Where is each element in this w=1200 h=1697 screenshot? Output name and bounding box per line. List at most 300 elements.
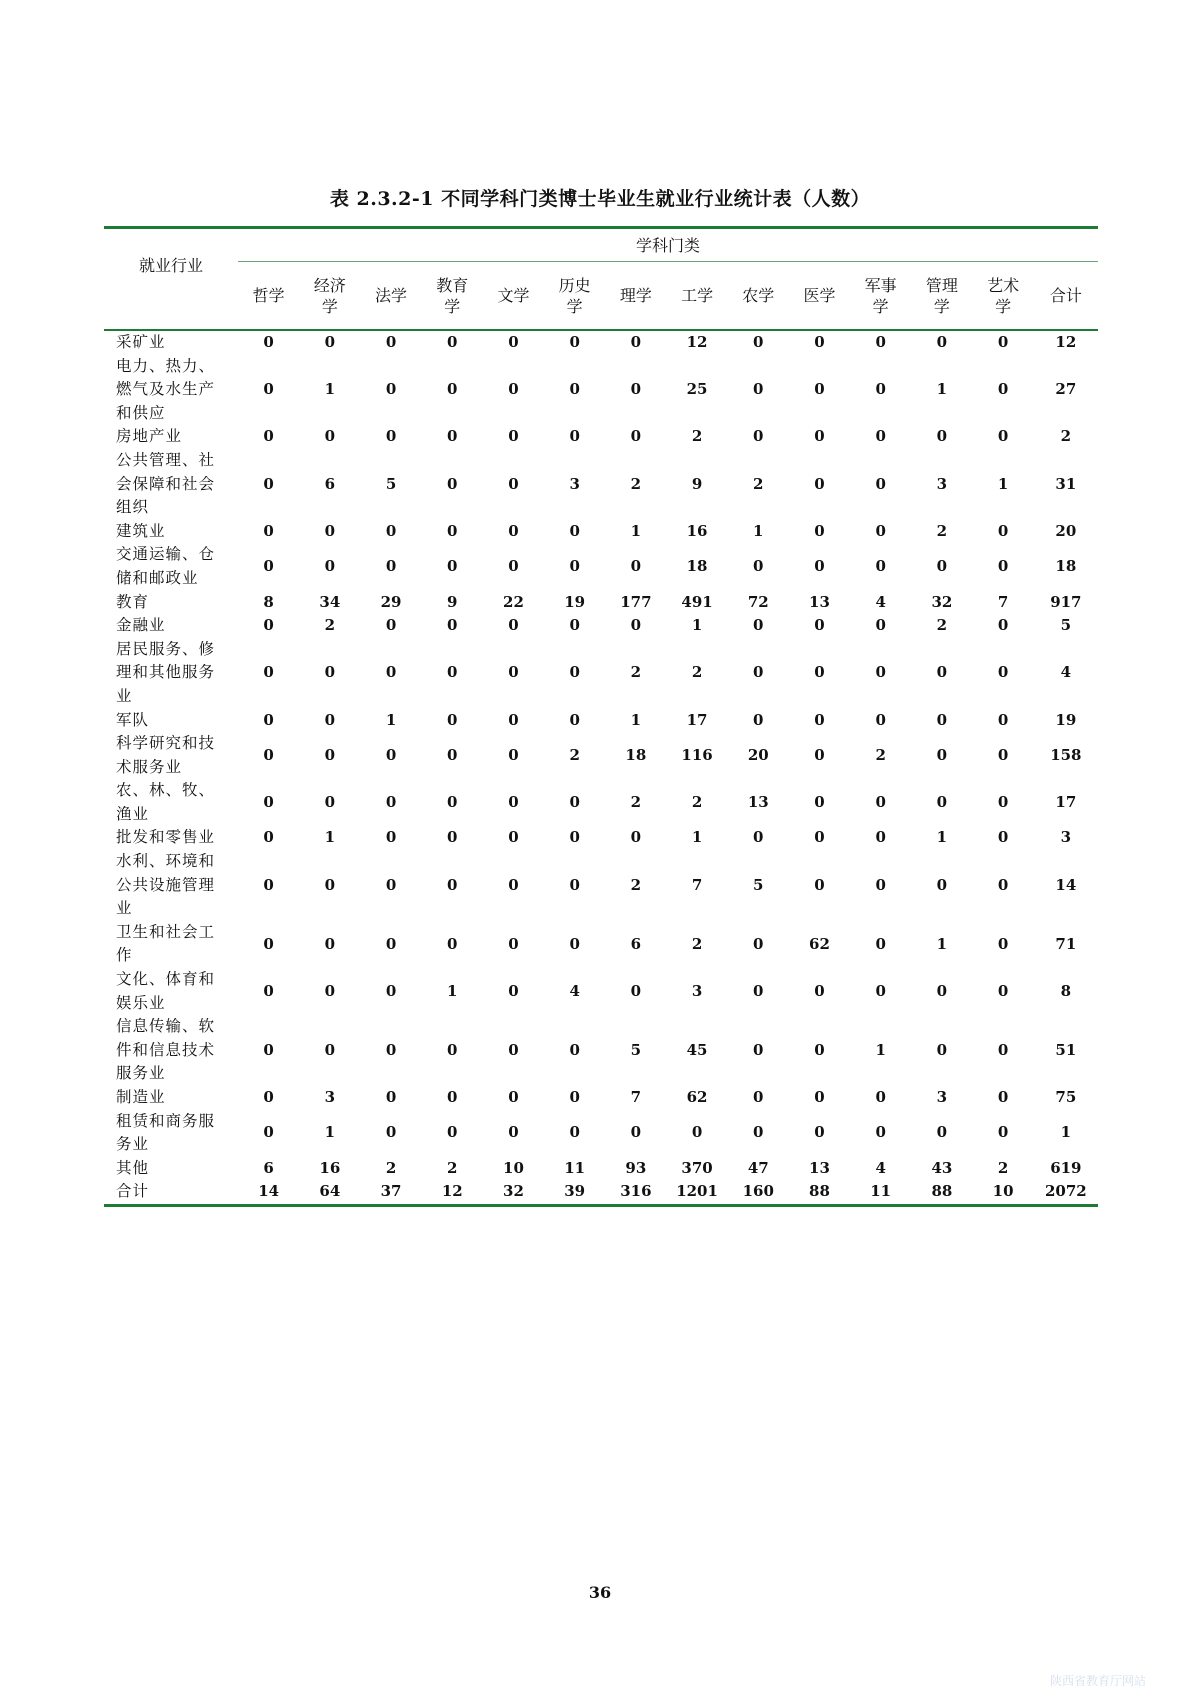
table-row	[104, 1110, 1098, 1157]
industry-name-cell: 教育	[116, 592, 150, 611]
value-cell: 0	[814, 521, 825, 540]
value-cell: 0	[630, 981, 642, 1000]
value-cell: 158	[1050, 745, 1082, 764]
table-row	[104, 355, 1098, 426]
value-cell: 9	[691, 474, 703, 493]
value-cell: 0	[324, 710, 336, 729]
value-cell: 0	[385, 380, 397, 399]
industry-name-cell: 公共管理、社 会保障和社会 组织	[116, 450, 216, 517]
table-row	[104, 614, 1098, 638]
discipline-column-header: 经济 学	[299, 262, 360, 330]
value-cell: 1	[324, 380, 336, 399]
value-cell: 0	[936, 793, 948, 812]
value-cell: 64	[299, 1180, 360, 1205]
industry-name-cell: 金融业	[116, 616, 166, 635]
industry-column-header: 就业行业	[104, 228, 238, 331]
value-cell: 0	[263, 663, 274, 682]
value-cell: 0	[385, 745, 397, 764]
value-cell: 0	[814, 557, 825, 576]
value-cell: 0	[814, 793, 825, 812]
value-cell: 0	[814, 427, 825, 446]
value-cell: 0	[630, 380, 642, 399]
value-cell: 0	[447, 793, 458, 812]
value-cell: 0	[508, 474, 519, 493]
value-cell: 2	[630, 663, 642, 682]
value-cell: 5	[1060, 616, 1072, 635]
table-title: 表 2.3.2-1 不同学科门类博士毕业生就业行业统计表（人数）	[329, 188, 871, 210]
table-row	[104, 1086, 1098, 1110]
value-cell: 0	[447, 828, 458, 847]
value-cell: 13	[747, 793, 769, 812]
value-cell: 0	[508, 1040, 519, 1059]
value-cell: 0	[753, 380, 764, 399]
value-cell: 2	[936, 616, 948, 635]
value-cell: 0	[997, 616, 1009, 635]
value-cell: 4	[1060, 663, 1072, 682]
discipline-column-header: 历史 学	[544, 262, 605, 330]
value-cell: 0	[569, 427, 580, 446]
value-cell: 1	[936, 934, 948, 953]
industry-name-cell: 房地产业	[116, 427, 183, 446]
value-cell: 0	[814, 745, 825, 764]
value-cell: 1	[997, 474, 1009, 493]
value-cell: 0	[263, 474, 274, 493]
value-cell: 0	[447, 380, 458, 399]
value-cell: 0	[447, 474, 458, 493]
value-cell: 0	[875, 828, 886, 847]
table-row	[104, 330, 1098, 355]
value-cell: 5	[630, 1040, 642, 1059]
value-cell: 0	[263, 557, 274, 576]
discipline-column-header: 教育 学	[422, 262, 483, 330]
value-cell: 2072	[1034, 1180, 1098, 1205]
industry-name-cell: 水利、环境和 公共设施管理 业	[116, 852, 216, 918]
discipline-column-header: 管理 学	[911, 262, 972, 330]
value-cell: 2	[630, 875, 642, 894]
value-cell: 12	[422, 1180, 483, 1205]
value-cell: 0	[997, 663, 1009, 682]
value-cell: 0	[997, 934, 1009, 953]
value-cell: 0	[447, 1040, 458, 1059]
industry-name-cell: 交通运输、仓 储和邮政业	[116, 545, 216, 587]
discipline-column-header: 军事 学	[850, 262, 911, 330]
value-cell: 0	[385, 1123, 397, 1142]
value-cell: 0	[875, 616, 886, 635]
value-cell: 0	[997, 333, 1009, 351]
value-cell: 0	[385, 427, 397, 446]
value-cell: 0	[569, 557, 580, 576]
value-cell: 27	[1055, 380, 1077, 399]
value-cell: 75	[1055, 1088, 1077, 1106]
table-row	[104, 732, 1098, 779]
value-cell: 12	[686, 333, 708, 351]
value-cell: 88	[911, 1180, 972, 1205]
value-cell: 0	[508, 875, 519, 894]
value-cell: 4	[875, 1158, 886, 1177]
value-cell: 0	[630, 557, 642, 576]
value-cell: 0	[814, 474, 825, 493]
value-cell: 0	[997, 745, 1009, 764]
value-cell: 0	[753, 981, 764, 1000]
value-cell: 4	[569, 981, 580, 1000]
value-cell: 1	[1060, 1123, 1072, 1142]
value-cell: 0	[263, 793, 274, 812]
value-cell: 6	[324, 474, 336, 493]
value-cell: 32	[931, 592, 953, 611]
value-cell: 0	[508, 333, 519, 351]
value-cell: 8	[1060, 981, 1072, 1000]
value-cell: 7	[997, 592, 1009, 611]
value-cell: 9	[447, 592, 458, 611]
value-cell: 19	[564, 592, 586, 611]
discipline-column-header: 艺术 学	[972, 262, 1033, 330]
table-row	[104, 921, 1098, 968]
value-cell: 0	[569, 1123, 580, 1142]
value-cell: 1	[691, 828, 703, 847]
value-cell: 0	[691, 1123, 703, 1142]
value-cell: 0	[997, 875, 1009, 894]
value-cell: 1201	[666, 1180, 727, 1205]
value-cell: 8	[263, 592, 274, 611]
value-cell: 0	[753, 616, 764, 635]
table-row	[104, 449, 1098, 520]
table-row	[104, 591, 1098, 615]
value-cell: 71	[1055, 934, 1077, 953]
value-cell: 0	[447, 710, 458, 729]
value-cell: 0	[385, 557, 397, 576]
value-cell: 0	[447, 333, 458, 351]
value-cell: 0	[936, 981, 948, 1000]
value-cell: 2	[936, 521, 948, 540]
value-cell: 1	[753, 521, 764, 540]
value-cell: 22	[503, 592, 524, 611]
value-cell: 0	[936, 1040, 948, 1059]
value-cell: 10	[503, 1158, 524, 1177]
value-cell: 0	[508, 828, 519, 847]
value-cell: 0	[447, 875, 458, 894]
value-cell: 2	[385, 1158, 397, 1177]
value-cell: 0	[936, 745, 948, 764]
value-cell: 0	[569, 1040, 580, 1059]
value-cell: 0	[875, 663, 886, 682]
value-cell: 0	[447, 427, 458, 446]
value-cell: 0	[263, 828, 274, 847]
value-cell: 6	[263, 1158, 274, 1177]
value-cell: 1	[875, 1040, 886, 1059]
value-cell: 1	[936, 828, 948, 847]
value-cell: 0	[936, 663, 948, 682]
value-cell: 0	[936, 710, 948, 729]
value-cell: 0	[875, 380, 886, 399]
value-cell: 491	[681, 592, 713, 611]
value-cell: 160	[728, 1180, 789, 1205]
value-cell: 3	[1060, 828, 1072, 847]
value-cell: 0	[814, 828, 825, 847]
industry-name-cell: 其他	[116, 1158, 150, 1177]
value-cell: 0	[875, 1088, 886, 1106]
value-cell: 3	[691, 981, 703, 1000]
value-cell: 0	[385, 934, 397, 953]
value-cell: 0	[324, 934, 336, 953]
value-cell: 0	[753, 427, 764, 446]
value-cell: 1	[630, 521, 642, 540]
value-cell: 0	[447, 1088, 458, 1106]
value-cell: 0	[263, 1088, 274, 1106]
value-cell: 0	[263, 427, 274, 446]
industry-name-cell: 电力、热力、 燃气及水生产 和供应	[116, 356, 216, 422]
value-cell: 19	[1055, 710, 1077, 729]
discipline-group-header: 学科门类	[238, 228, 1098, 262]
value-cell: 0	[569, 663, 580, 682]
value-cell: 0	[508, 427, 519, 446]
value-cell: 13	[809, 592, 830, 611]
table-row	[104, 1015, 1098, 1086]
value-cell: 0	[569, 521, 580, 540]
value-cell: 0	[447, 521, 458, 540]
industry-name-cell: 合计	[104, 1180, 238, 1205]
table-row	[104, 543, 1098, 590]
discipline-column-header: 理学	[605, 262, 666, 330]
value-cell: 11	[564, 1158, 586, 1177]
value-cell: 1	[324, 828, 336, 847]
value-cell: 0	[263, 710, 274, 729]
value-cell: 2	[569, 745, 580, 764]
industry-name-cell: 农、林、牧、 渔业	[116, 781, 216, 823]
table-row	[104, 968, 1098, 1015]
value-cell: 2	[691, 934, 703, 953]
value-cell: 0	[447, 934, 458, 953]
value-cell: 6	[630, 934, 642, 953]
value-cell: 0	[324, 745, 336, 764]
value-cell: 0	[753, 934, 764, 953]
value-cell: 0	[997, 427, 1009, 446]
discipline-column-header: 合计	[1034, 262, 1098, 330]
value-cell: 0	[263, 616, 274, 635]
value-cell: 1	[385, 710, 397, 729]
value-cell: 72	[747, 592, 769, 611]
value-cell: 0	[508, 521, 519, 540]
value-cell: 0	[997, 981, 1009, 1000]
value-cell: 11	[850, 1180, 911, 1205]
value-cell: 0	[875, 875, 886, 894]
value-cell: 17	[686, 710, 708, 729]
statistics-table-container	[104, 226, 1098, 1207]
discipline-column-header: 文学	[483, 262, 544, 330]
value-cell: 0	[324, 427, 336, 446]
value-cell: 0	[814, 1088, 825, 1106]
value-cell: 0	[997, 1040, 1009, 1059]
value-cell: 0	[324, 557, 336, 576]
value-cell: 51	[1055, 1040, 1077, 1059]
value-cell: 0	[508, 663, 519, 682]
value-cell: 0	[753, 1123, 764, 1142]
value-cell: 1	[691, 616, 703, 635]
value-cell: 32	[483, 1180, 544, 1205]
value-cell: 18	[686, 557, 708, 576]
value-cell: 0	[385, 333, 397, 351]
value-cell: 0	[753, 333, 764, 351]
industry-name-cell: 卫生和社会工 作	[116, 922, 216, 965]
industry-name-cell: 文化、体育和 娱乐业	[116, 970, 216, 1012]
value-cell: 0	[936, 427, 948, 446]
value-cell: 0	[263, 521, 274, 540]
value-cell: 0	[569, 793, 580, 812]
discipline-column-header: 医学	[789, 262, 850, 330]
value-cell: 0	[263, 934, 274, 953]
value-cell: 0	[875, 333, 886, 351]
industry-name-cell: 居民服务、修 理和其他服务 业	[116, 639, 216, 705]
value-cell: 0	[814, 1040, 825, 1059]
value-cell: 0	[324, 793, 336, 812]
value-cell: 3	[324, 1088, 336, 1106]
value-cell: 3	[936, 474, 948, 493]
value-cell: 0	[569, 934, 580, 953]
value-cell: 14	[1055, 875, 1077, 894]
value-cell: 10	[972, 1180, 1033, 1205]
value-cell: 0	[875, 1123, 886, 1142]
value-cell: 0	[814, 710, 825, 729]
value-cell: 5	[753, 875, 764, 894]
value-cell: 0	[569, 710, 580, 729]
value-cell: 16	[686, 521, 708, 540]
value-cell: 0	[508, 616, 519, 635]
value-cell: 4	[875, 592, 886, 611]
value-cell: 2	[753, 474, 764, 493]
value-cell: 0	[508, 981, 519, 1000]
value-cell: 0	[263, 1040, 274, 1059]
value-cell: 18	[625, 745, 647, 764]
value-cell: 1	[447, 981, 458, 1000]
value-cell: 0	[385, 828, 397, 847]
table-row	[104, 779, 1098, 826]
value-cell: 2	[875, 745, 886, 764]
value-cell: 0	[875, 521, 886, 540]
value-cell: 0	[753, 710, 764, 729]
value-cell: 0	[936, 557, 948, 576]
industry-name-cell: 科学研究和技 术服务业	[116, 734, 216, 776]
value-cell: 0	[875, 710, 886, 729]
value-cell: 0	[936, 333, 948, 351]
value-cell: 0	[508, 1088, 519, 1106]
value-cell: 20	[1055, 521, 1077, 540]
value-cell: 2	[691, 663, 703, 682]
value-cell: 5	[385, 474, 397, 493]
value-cell: 2	[324, 616, 336, 635]
industry-name-cell: 制造业	[116, 1088, 166, 1106]
value-cell: 31	[1055, 474, 1077, 493]
discipline-column-header: 哲学	[238, 262, 299, 330]
value-cell: 2	[1060, 427, 1072, 446]
value-cell: 7	[691, 875, 703, 894]
industry-name-cell: 建筑业	[116, 521, 166, 540]
value-cell: 0	[508, 934, 519, 953]
value-cell: 0	[875, 427, 886, 446]
value-cell: 1	[324, 1123, 336, 1142]
value-cell: 0	[753, 828, 764, 847]
value-cell: 0	[814, 981, 825, 1000]
table-row	[104, 1180, 1098, 1205]
value-cell: 62	[809, 934, 830, 953]
value-cell: 0	[263, 380, 274, 399]
value-cell: 0	[875, 474, 886, 493]
value-cell: 37	[360, 1180, 421, 1205]
value-cell: 0	[875, 557, 886, 576]
value-cell: 0	[753, 1088, 764, 1106]
value-cell: 0	[508, 557, 519, 576]
value-cell: 0	[508, 793, 519, 812]
value-cell: 0	[997, 793, 1009, 812]
value-cell: 0	[263, 981, 274, 1000]
value-cell: 0	[630, 1123, 642, 1142]
value-cell: 0	[569, 1088, 580, 1106]
value-cell: 0	[447, 1123, 458, 1142]
value-cell: 116	[681, 745, 713, 764]
value-cell: 0	[385, 1088, 397, 1106]
value-cell: 0	[569, 875, 580, 894]
value-cell: 0	[997, 380, 1009, 399]
value-cell: 0	[630, 828, 642, 847]
value-cell: 0	[385, 875, 397, 894]
value-cell: 0	[753, 1040, 764, 1059]
value-cell: 0	[569, 333, 580, 351]
value-cell: 12	[1055, 333, 1077, 351]
table-row	[104, 425, 1098, 449]
value-cell: 0	[814, 1123, 825, 1142]
value-cell: 45	[686, 1040, 708, 1059]
value-cell: 0	[324, 981, 336, 1000]
value-cell: 0	[875, 793, 886, 812]
value-cell: 0	[324, 875, 336, 894]
value-cell: 0	[753, 557, 764, 576]
industry-name-cell: 批发和零售业	[116, 828, 216, 847]
value-cell: 39	[544, 1180, 605, 1205]
value-cell: 0	[385, 793, 397, 812]
value-cell: 0	[997, 1088, 1009, 1106]
value-cell: 0	[508, 710, 519, 729]
value-cell: 0	[814, 663, 825, 682]
value-cell: 370	[681, 1158, 713, 1177]
value-cell: 7	[630, 1088, 642, 1106]
value-cell: 0	[814, 333, 825, 351]
employment-statistics-table	[104, 226, 1098, 1207]
value-cell: 0	[569, 828, 580, 847]
value-cell: 0	[263, 745, 274, 764]
value-cell: 2	[997, 1158, 1009, 1177]
value-cell: 13	[809, 1158, 830, 1177]
value-cell: 2	[630, 793, 642, 812]
discipline-column-header: 工学	[666, 262, 727, 330]
value-cell: 0	[936, 1123, 948, 1142]
value-cell: 0	[447, 616, 458, 635]
value-cell: 88	[789, 1180, 850, 1205]
watermark-text: 陕西省教育厅网站	[1050, 1674, 1147, 1688]
value-cell: 0	[630, 427, 642, 446]
value-cell: 47	[747, 1158, 769, 1177]
value-cell: 0	[753, 663, 764, 682]
value-cell: 0	[997, 521, 1009, 540]
value-cell: 0	[630, 333, 642, 351]
value-cell: 0	[324, 521, 336, 540]
value-cell: 14	[238, 1180, 299, 1205]
table-row	[104, 638, 1098, 709]
value-cell: 0	[630, 616, 642, 635]
value-cell: 0	[997, 1123, 1009, 1142]
value-cell: 0	[324, 333, 336, 351]
industry-name-cell: 采矿业	[116, 333, 166, 351]
value-cell: 0	[569, 616, 580, 635]
value-cell: 0	[385, 521, 397, 540]
value-cell: 2	[691, 793, 703, 812]
